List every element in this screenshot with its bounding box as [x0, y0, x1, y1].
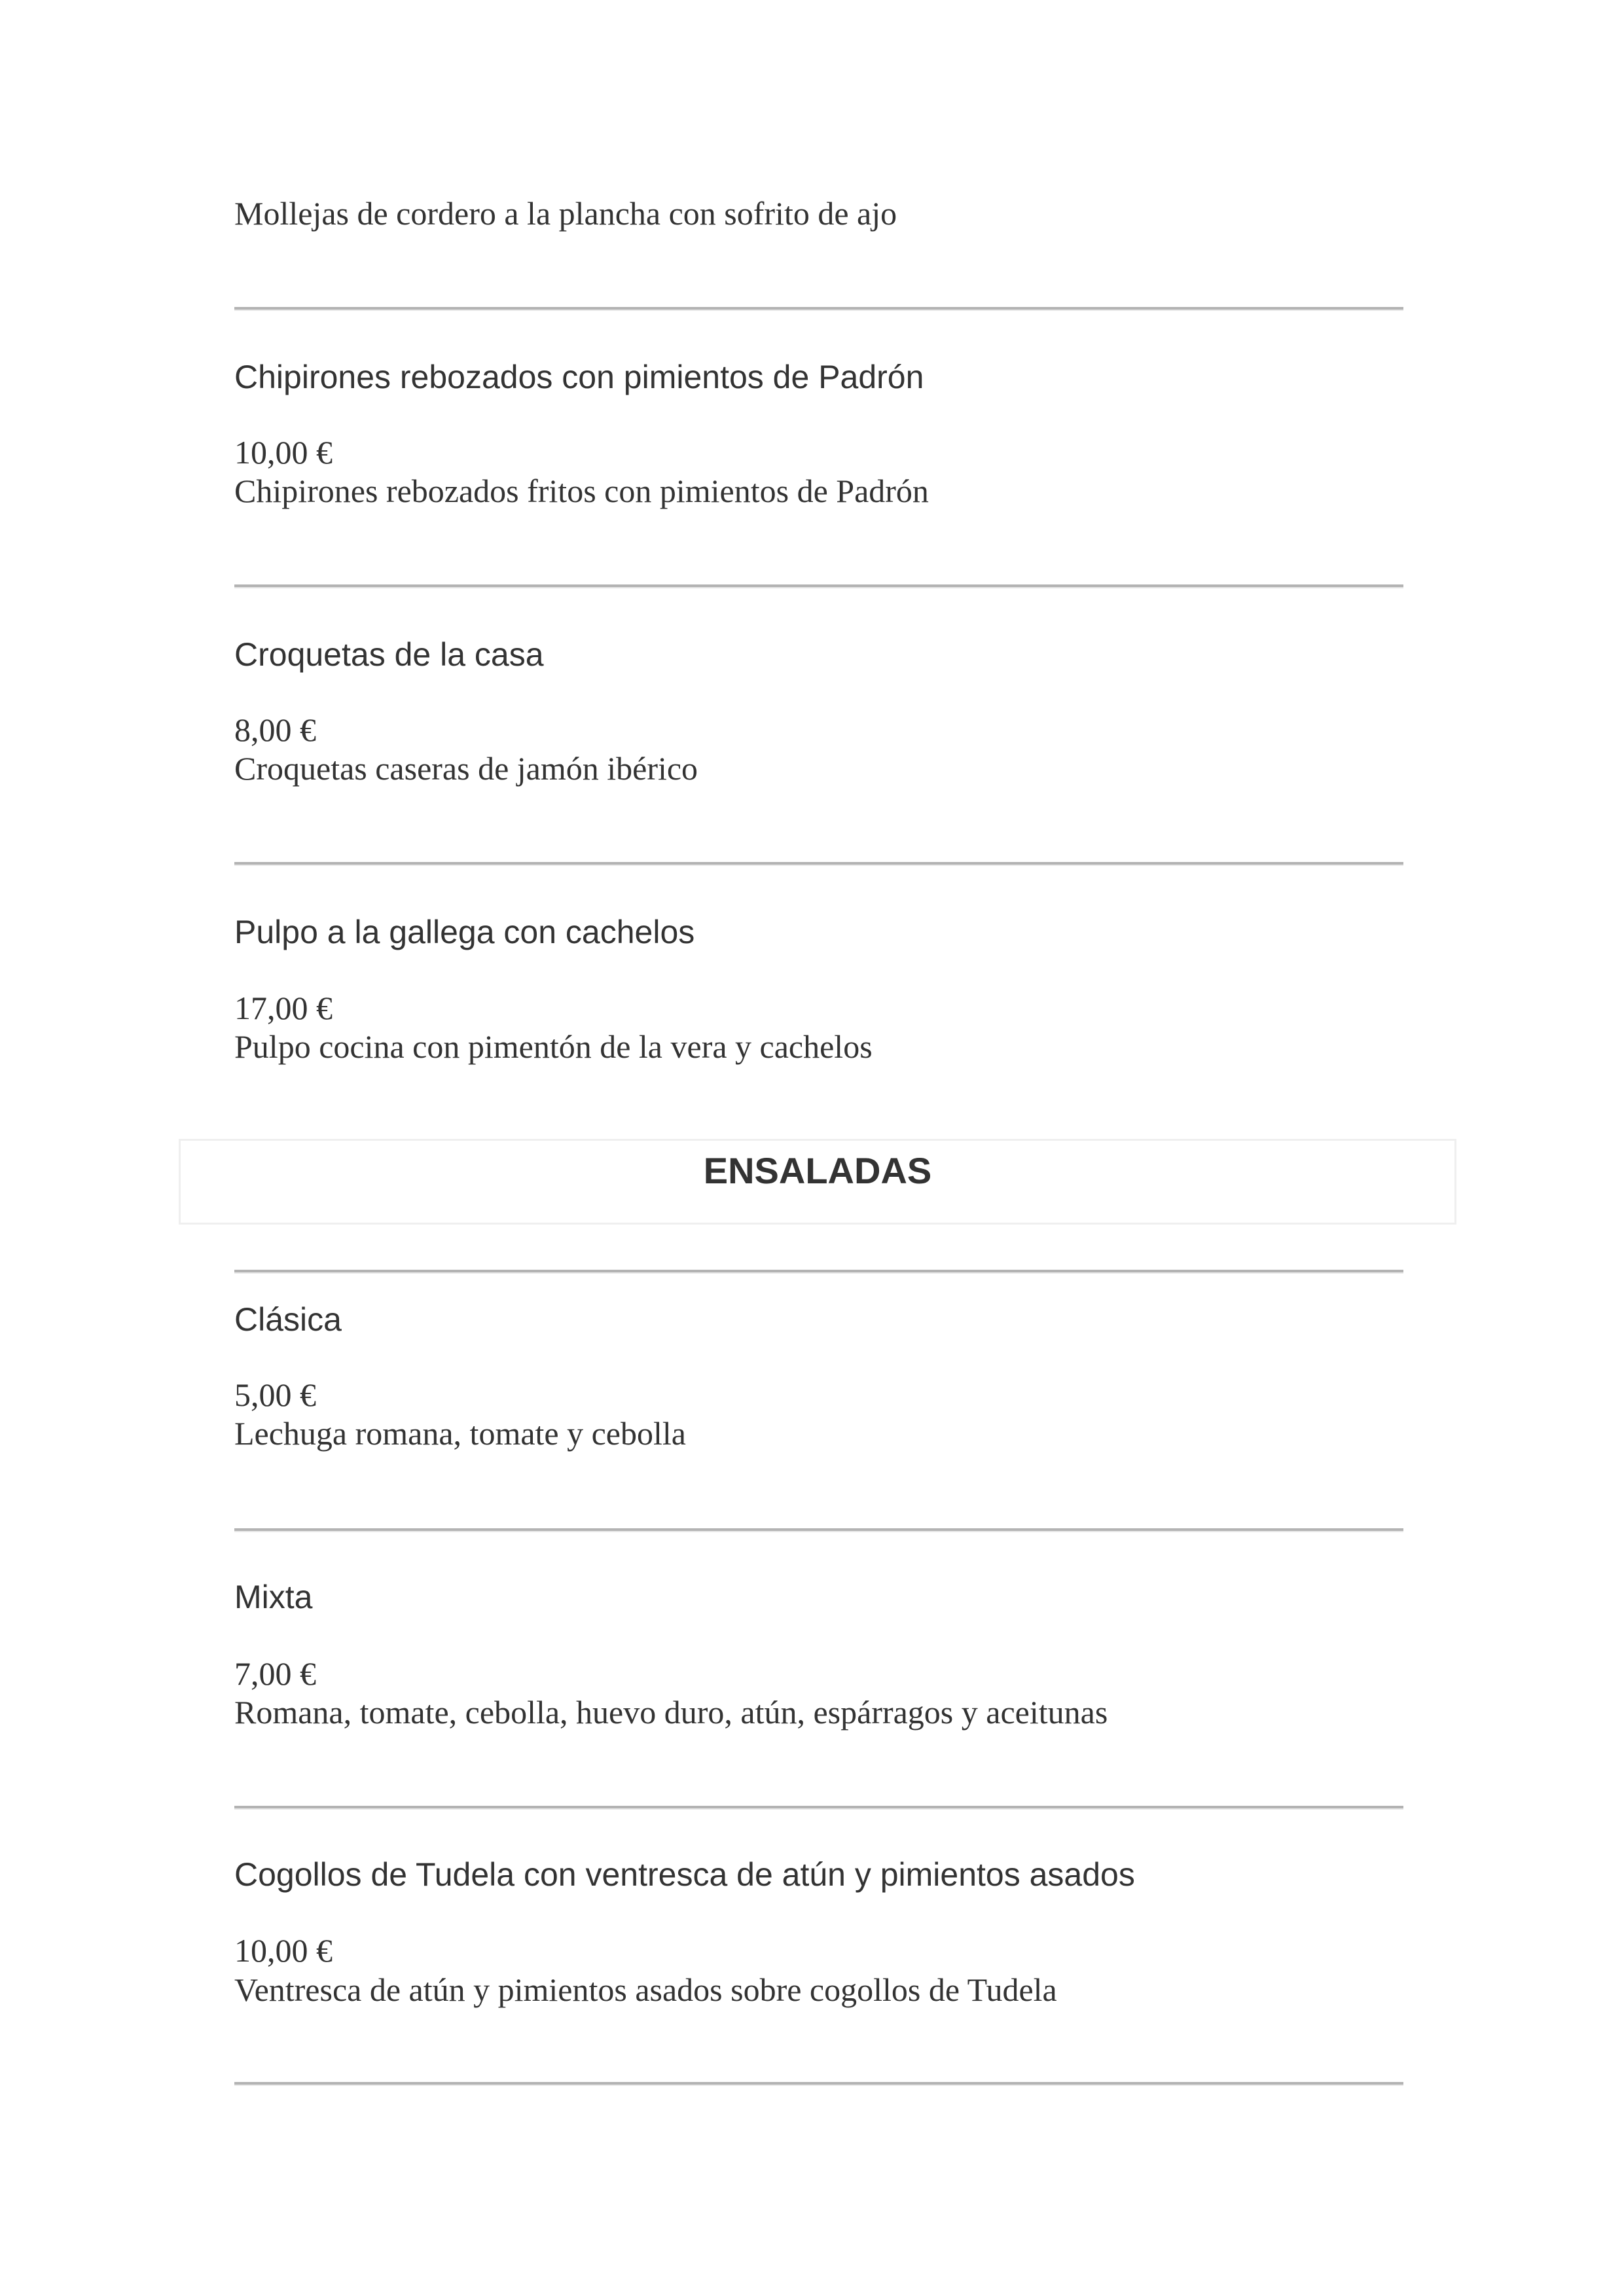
- menu-item-price: 10,00 €: [234, 1932, 333, 1969]
- menu-item-description: Croquetas caseras de jamón ibérico: [234, 750, 698, 787]
- menu-item-price: 8,00 €: [234, 711, 316, 748]
- menu-item-title: Mixta: [234, 1579, 313, 1615]
- menu-item-price: 5,00 €: [234, 1376, 316, 1413]
- section-title: ENSALADAS: [703, 1150, 932, 1191]
- menu-item-title: Chipirones rebozados con pimientos de Padrón: [234, 359, 924, 395]
- menu-item-description: Chipirones rebozados fritos con pimientos de Padrón: [234, 473, 929, 509]
- menu-item-price: 10,00 €: [234, 434, 333, 471]
- menu-item-title: Pulpo a la gallega con cachelos: [234, 914, 695, 950]
- menu-item-price: 17,00 €: [234, 990, 333, 1026]
- divider: [234, 307, 1403, 311]
- menu-item-title: Clásica: [234, 1301, 342, 1338]
- divider: [234, 862, 1403, 866]
- menu-item-description: Pulpo cocina con pimentón de la vera y cachelos: [234, 1028, 873, 1065]
- menu-item-title: Cogollos de Tudela con ventresca de atún y pimientos asados: [234, 1856, 1135, 1893]
- menu-item-description: Lechuga romana, tomate y cebolla: [234, 1415, 686, 1452]
- divider: [234, 1528, 1403, 1532]
- menu-item-title: Croquetas de la casa: [234, 636, 544, 673]
- divider: [234, 1806, 1403, 1810]
- menu-item-description: Ventresca de atún y pimientos asados sobre cogollos de Tudela: [234, 1971, 1057, 2008]
- menu-item-price: 7,00 €: [234, 1655, 316, 1692]
- section-header: [179, 1139, 1456, 1225]
- divider: [234, 584, 1403, 588]
- divider: [234, 2082, 1403, 2086]
- divider: [234, 1270, 1403, 1274]
- menu-item-description: Mollejas de cordero a la plancha con sofrito de ajo: [234, 195, 897, 232]
- menu-item-description: Romana, tomate, cebolla, huevo duro, atún, espárragos y aceitunas: [234, 1694, 1108, 1731]
